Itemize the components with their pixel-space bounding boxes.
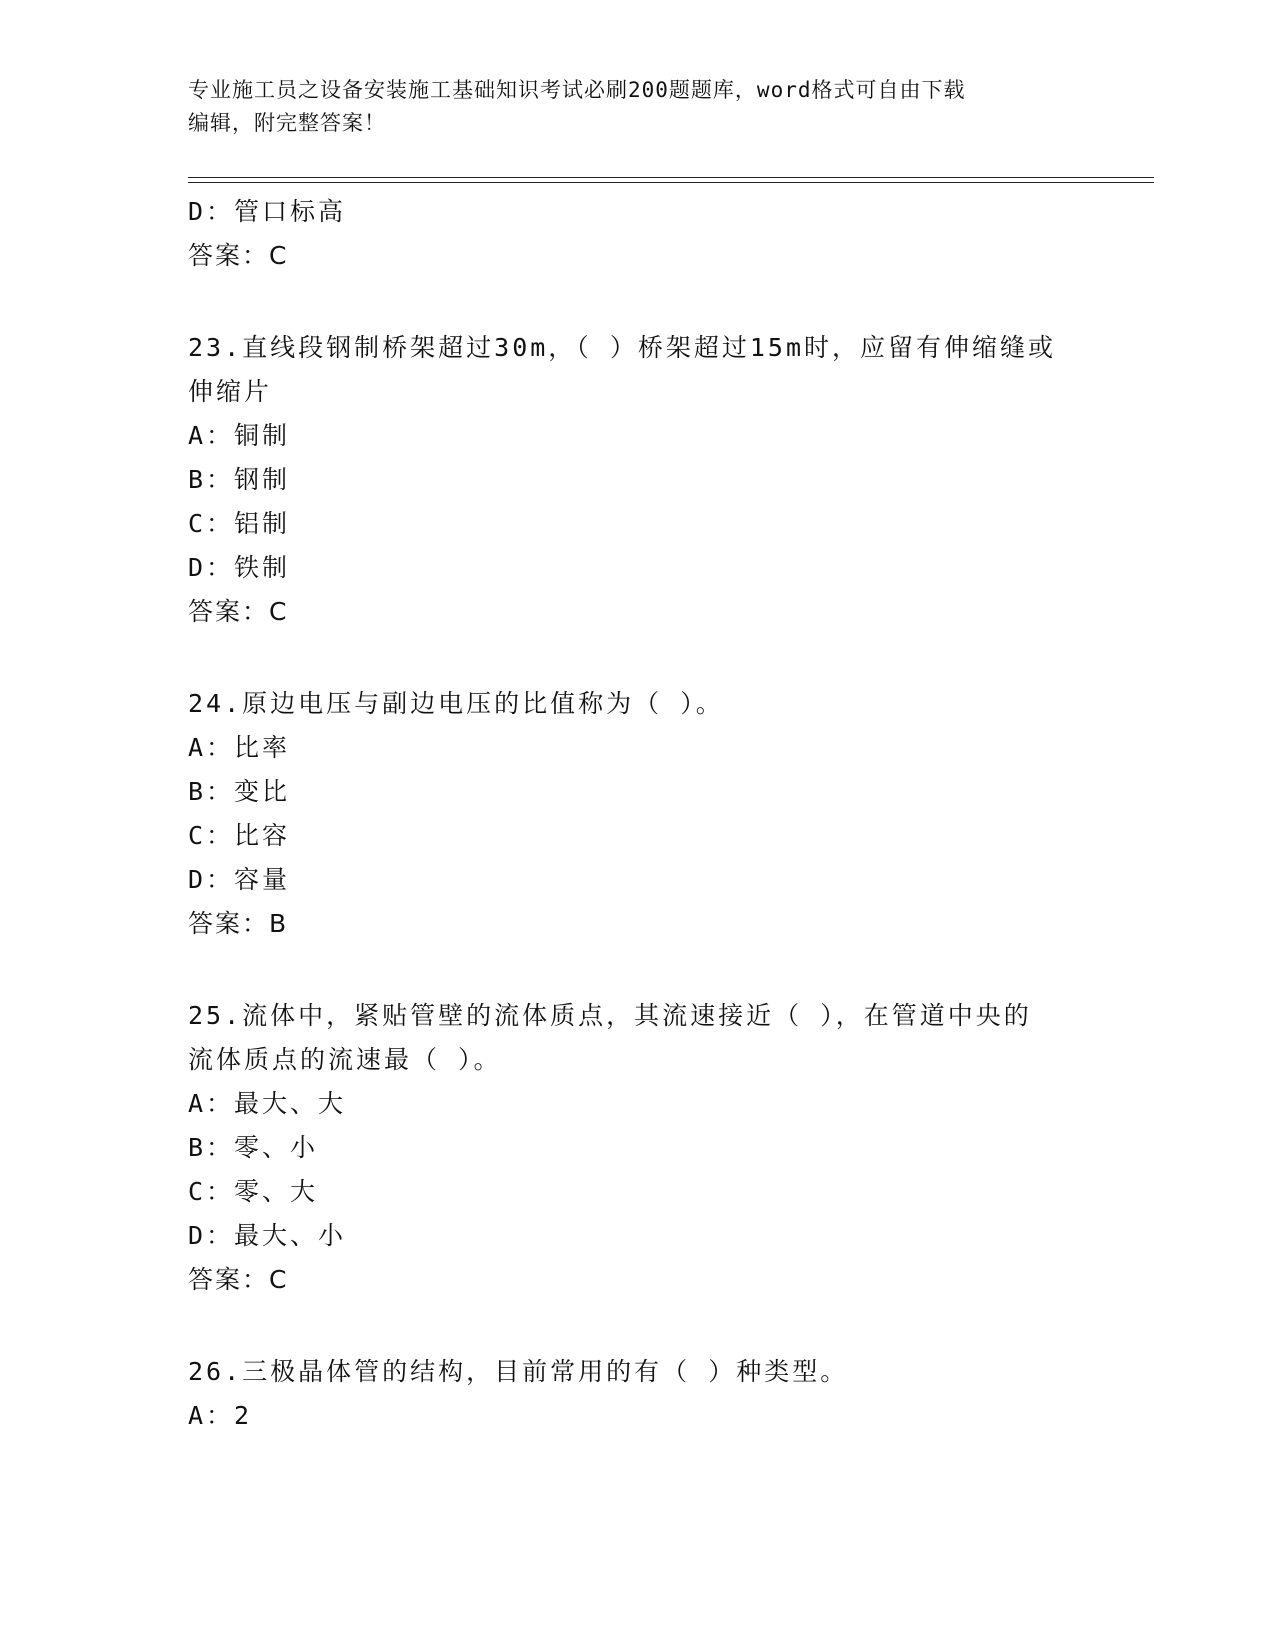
answer: 答案：B xyxy=(188,909,289,938)
option-a: A：铜制 xyxy=(188,421,291,450)
option-d: D：最大、小 xyxy=(188,1221,347,1250)
question-26 xyxy=(188,1350,1088,1438)
prev-option-d: D：管口标高 xyxy=(188,197,347,226)
answer: 答案：C xyxy=(188,597,289,626)
spacer xyxy=(188,946,1088,994)
option-c: C：零、大 xyxy=(188,1177,319,1206)
option-b: B：钢制 xyxy=(188,465,291,494)
option-d: D：铁制 xyxy=(188,553,291,582)
answer: 答案：C xyxy=(188,1265,289,1294)
header-line-2: 编辑，附完整答案！ xyxy=(188,111,386,135)
question-24 xyxy=(188,682,1088,946)
option-b: B：零、小 xyxy=(188,1133,319,1162)
header-line-1: 专业施工员之设备安装施工基础知识考试必刷200题题库，word格式可自由下载 xyxy=(188,78,966,102)
spacer xyxy=(188,634,1088,682)
prev-answer: 答案：C xyxy=(188,241,289,270)
option-a: A：最大、大 xyxy=(188,1089,347,1118)
header-rule-top xyxy=(188,177,1154,178)
header-rule-bottom xyxy=(188,182,1154,183)
option-a: A：比率 xyxy=(188,733,291,762)
option-d: D：容量 xyxy=(188,865,291,894)
option-b: B：变比 xyxy=(188,777,291,806)
question-23 xyxy=(188,326,1088,634)
question-text-cont: 伸缩片 xyxy=(188,377,273,406)
question-text: 24.原边电压与副边电压的比值称为（ ）。 xyxy=(188,689,724,718)
question-list xyxy=(188,190,1088,1438)
question-text: 23.直线段钢制桥架超过30m，（ ）桥架超过15m时，应留有伸缩缝或 xyxy=(188,333,1057,362)
question-text: 25.流体中，紧贴管壁的流体质点，其流速接近（ ），在管道中央的 xyxy=(188,1001,1032,1030)
spacer xyxy=(188,278,1088,326)
question-text-cont: 流体质点的流速最（ ）。 xyxy=(188,1045,502,1074)
option-c: C：比容 xyxy=(188,821,291,850)
document-header xyxy=(188,74,1088,140)
option-c: C：铝制 xyxy=(188,509,291,538)
option-a: A：2 xyxy=(188,1401,253,1430)
question-25 xyxy=(188,994,1088,1302)
question-text: 26.三极晶体管的结构，目前常用的有（ ）种类型。 xyxy=(188,1357,849,1386)
spacer xyxy=(188,1302,1088,1350)
